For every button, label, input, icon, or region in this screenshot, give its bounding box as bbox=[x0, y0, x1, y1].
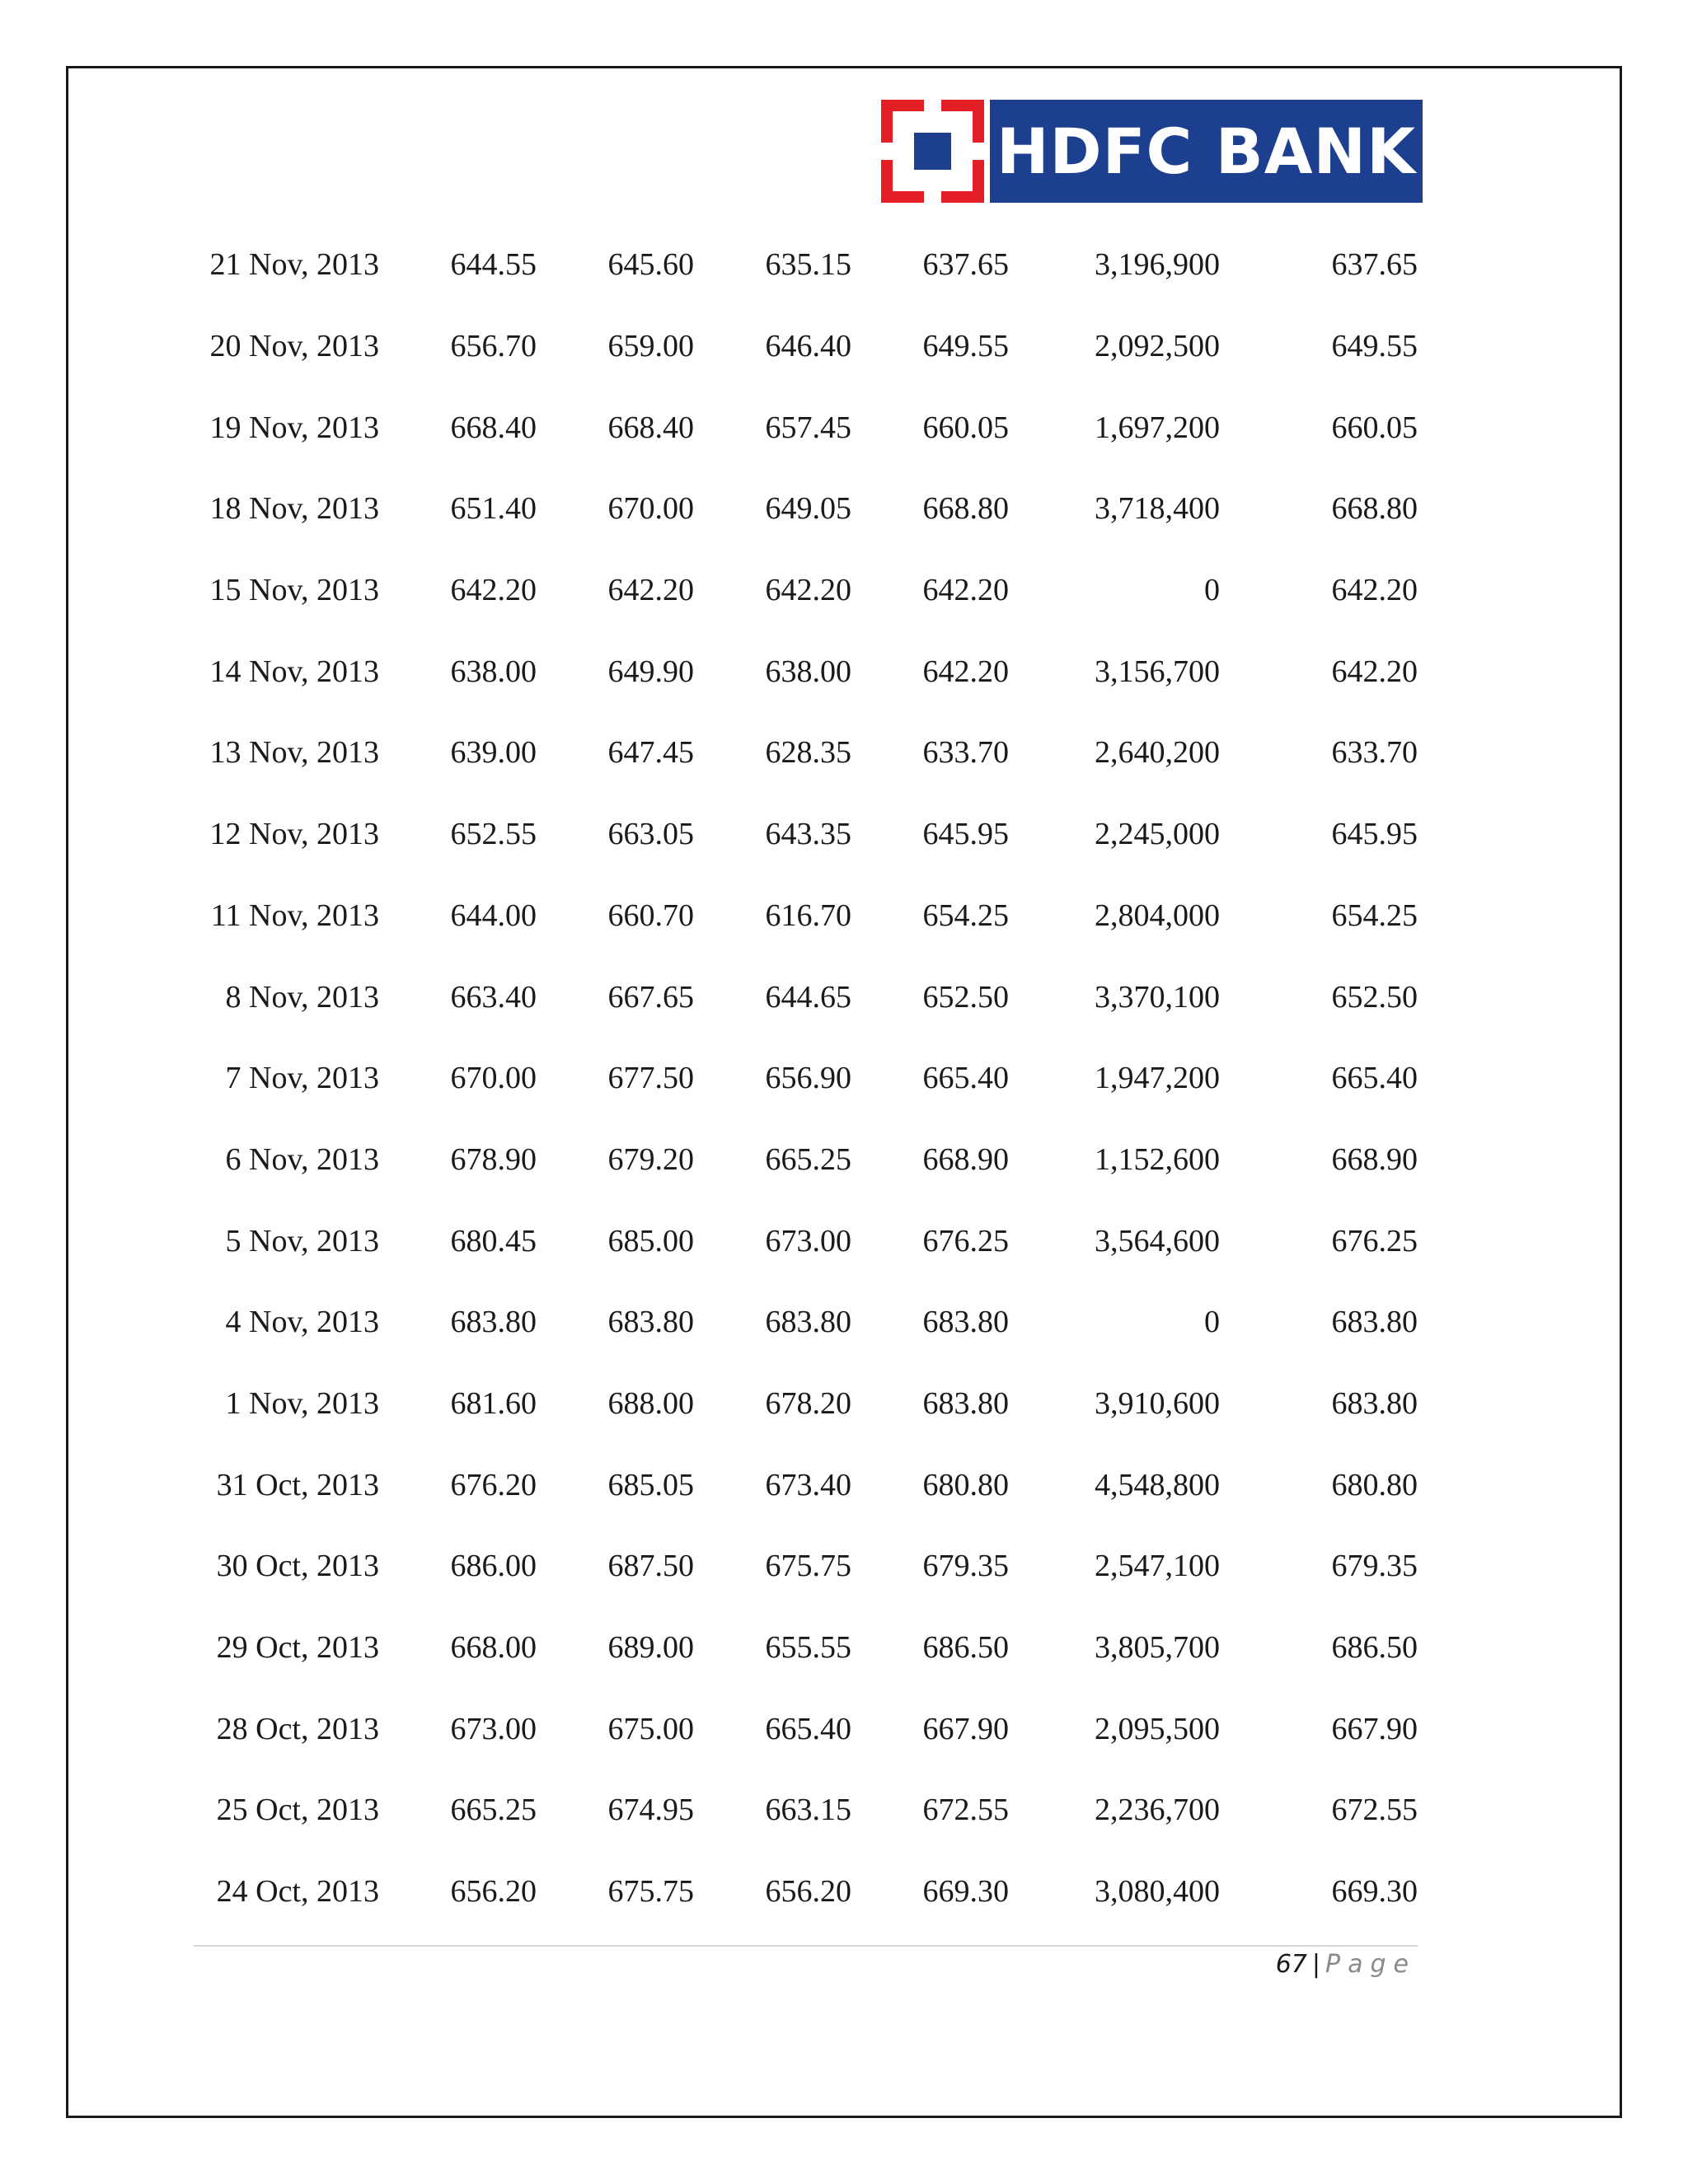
low-cell: 656.90 bbox=[765, 1061, 851, 1096]
volume-cell: 3,564,600 bbox=[1095, 1223, 1220, 1258]
date-cell: 30 Oct, 2013 bbox=[216, 1549, 379, 1584]
date-cell: 29 Oct, 2013 bbox=[216, 1630, 379, 1666]
table-row bbox=[190, 1119, 1418, 1201]
footer-divider bbox=[194, 1945, 1418, 1947]
date-cell: 28 Oct, 2013 bbox=[216, 1711, 379, 1746]
date-cell: 25 Oct, 2013 bbox=[216, 1793, 379, 1828]
volume-cell: 2,095,500 bbox=[1095, 1711, 1220, 1746]
adj-close-cell: 683.80 bbox=[1331, 1305, 1418, 1340]
date-cell: 6 Nov, 2013 bbox=[225, 1141, 379, 1177]
volume-cell: 1,152,600 bbox=[1095, 1141, 1220, 1177]
volume-cell: 2,236,700 bbox=[1095, 1793, 1220, 1828]
table-row bbox=[190, 875, 1418, 957]
high-cell: 685.00 bbox=[607, 1223, 694, 1258]
high-cell: 677.50 bbox=[607, 1061, 694, 1096]
volume-cell: 0 bbox=[1204, 573, 1220, 608]
high-cell: 689.00 bbox=[607, 1630, 694, 1666]
adj-close-cell: 649.55 bbox=[1331, 329, 1418, 364]
table-row bbox=[190, 1200, 1418, 1282]
hdfc-bank-logo bbox=[881, 100, 1423, 203]
open-cell: 670.00 bbox=[450, 1061, 537, 1096]
close-cell: 676.25 bbox=[922, 1223, 1009, 1258]
adj-close-cell: 679.35 bbox=[1331, 1549, 1418, 1584]
table-row bbox=[190, 1607, 1418, 1689]
low-cell: 665.25 bbox=[765, 1141, 851, 1177]
low-cell: 642.20 bbox=[765, 573, 851, 608]
table-row bbox=[190, 712, 1418, 794]
open-cell: 665.25 bbox=[450, 1793, 537, 1828]
adj-close-cell: 660.05 bbox=[1331, 410, 1418, 445]
close-cell: 669.30 bbox=[922, 1874, 1009, 1910]
hdfc-logo-wordmark: HDFC BANK bbox=[990, 100, 1423, 203]
adj-close-cell: 668.80 bbox=[1331, 491, 1418, 527]
close-cell: 665.40 bbox=[922, 1061, 1009, 1096]
low-cell: 675.75 bbox=[765, 1549, 851, 1584]
adj-close-cell: 642.20 bbox=[1331, 573, 1418, 608]
volume-cell: 3,196,900 bbox=[1095, 247, 1220, 283]
low-cell: 655.55 bbox=[765, 1630, 851, 1666]
table-row bbox=[190, 1769, 1418, 1851]
high-cell: 663.05 bbox=[607, 817, 694, 852]
low-cell: 638.00 bbox=[765, 654, 851, 689]
adj-close-cell: 683.80 bbox=[1331, 1385, 1418, 1421]
date-cell: 1 Nov, 2013 bbox=[225, 1385, 379, 1421]
table-row bbox=[190, 1444, 1418, 1526]
adj-close-cell: 633.70 bbox=[1331, 735, 1418, 771]
volume-cell: 3,080,400 bbox=[1095, 1874, 1220, 1910]
close-cell: 680.80 bbox=[922, 1467, 1009, 1502]
high-cell: 645.60 bbox=[607, 247, 694, 283]
low-cell: 665.40 bbox=[765, 1711, 851, 1746]
adj-close-cell: 637.65 bbox=[1331, 247, 1418, 283]
table-row bbox=[190, 1688, 1418, 1769]
adj-close-cell: 642.20 bbox=[1331, 654, 1418, 689]
low-cell: 657.45 bbox=[765, 410, 851, 445]
low-cell: 646.40 bbox=[765, 329, 851, 364]
open-cell: 686.00 bbox=[450, 1549, 537, 1584]
page-label: Page bbox=[1325, 1950, 1416, 1979]
low-cell: 649.05 bbox=[765, 491, 851, 527]
close-cell: 649.55 bbox=[922, 329, 1009, 364]
high-cell: 670.00 bbox=[607, 491, 694, 527]
open-cell: 652.55 bbox=[450, 817, 537, 852]
volume-cell: 2,245,000 bbox=[1095, 817, 1220, 852]
adj-close-cell: 669.30 bbox=[1331, 1874, 1418, 1910]
table-row bbox=[190, 794, 1418, 875]
table-row bbox=[190, 1363, 1418, 1445]
volume-cell: 3,718,400 bbox=[1095, 491, 1220, 527]
volume-cell: 2,640,200 bbox=[1095, 735, 1220, 771]
stock-price-table bbox=[190, 224, 1418, 1932]
adj-close-cell: 668.90 bbox=[1331, 1141, 1418, 1177]
open-cell: 668.40 bbox=[450, 410, 537, 445]
open-cell: 676.20 bbox=[450, 1467, 537, 1502]
date-cell: 8 Nov, 2013 bbox=[225, 979, 379, 1015]
table-row bbox=[190, 468, 1418, 550]
open-cell: 683.80 bbox=[450, 1305, 537, 1340]
page-number: 67 bbox=[1275, 1950, 1307, 1979]
high-cell: 675.75 bbox=[607, 1874, 694, 1910]
date-cell: 21 Nov, 2013 bbox=[209, 247, 379, 283]
low-cell: 678.20 bbox=[765, 1385, 851, 1421]
volume-cell: 2,547,100 bbox=[1095, 1549, 1220, 1584]
high-cell: 667.65 bbox=[607, 979, 694, 1015]
date-cell: 31 Oct, 2013 bbox=[216, 1467, 379, 1502]
volume-cell: 2,804,000 bbox=[1095, 898, 1220, 933]
high-cell: 683.80 bbox=[607, 1305, 694, 1340]
table-row bbox=[190, 1282, 1418, 1363]
low-cell: 628.35 bbox=[765, 735, 851, 771]
open-cell: 663.40 bbox=[450, 979, 537, 1015]
table-row bbox=[190, 306, 1418, 387]
close-cell: 668.90 bbox=[922, 1141, 1009, 1177]
high-cell: 642.20 bbox=[607, 573, 694, 608]
close-cell: 633.70 bbox=[922, 735, 1009, 771]
high-cell: 659.00 bbox=[607, 329, 694, 364]
footer-separator: | bbox=[1311, 1950, 1321, 1979]
high-cell: 679.20 bbox=[607, 1141, 694, 1177]
open-cell: 651.40 bbox=[450, 491, 537, 527]
open-cell: 638.00 bbox=[450, 654, 537, 689]
open-cell: 644.00 bbox=[450, 898, 537, 933]
high-cell: 647.45 bbox=[607, 735, 694, 771]
adj-close-cell: 652.50 bbox=[1331, 979, 1418, 1015]
adj-close-cell: 672.55 bbox=[1331, 1793, 1418, 1828]
volume-cell: 1,697,200 bbox=[1095, 410, 1220, 445]
volume-cell: 3,156,700 bbox=[1095, 654, 1220, 689]
volume-cell: 3,370,100 bbox=[1095, 979, 1220, 1015]
low-cell: 673.40 bbox=[765, 1467, 851, 1502]
low-cell: 635.15 bbox=[765, 247, 851, 283]
high-cell: 687.50 bbox=[607, 1549, 694, 1584]
date-cell: 12 Nov, 2013 bbox=[209, 817, 379, 852]
table-row bbox=[190, 224, 1418, 306]
close-cell: 637.65 bbox=[922, 247, 1009, 283]
open-cell: 668.00 bbox=[450, 1630, 537, 1666]
open-cell: 673.00 bbox=[450, 1711, 537, 1746]
low-cell: 673.00 bbox=[765, 1223, 851, 1258]
date-cell: 4 Nov, 2013 bbox=[225, 1305, 379, 1340]
open-cell: 678.90 bbox=[450, 1141, 537, 1177]
date-cell: 7 Nov, 2013 bbox=[225, 1061, 379, 1096]
volume-cell: 3,910,600 bbox=[1095, 1385, 1220, 1421]
low-cell: 663.15 bbox=[765, 1793, 851, 1828]
high-cell: 649.90 bbox=[607, 654, 694, 689]
adj-close-cell: 665.40 bbox=[1331, 1061, 1418, 1096]
table-row bbox=[190, 956, 1418, 1038]
low-cell: 683.80 bbox=[765, 1305, 851, 1340]
volume-cell: 0 bbox=[1204, 1305, 1220, 1340]
volume-cell: 4,548,800 bbox=[1095, 1467, 1220, 1502]
date-cell: 20 Nov, 2013 bbox=[209, 329, 379, 364]
date-cell: 24 Oct, 2013 bbox=[216, 1874, 379, 1910]
table-row bbox=[190, 1851, 1418, 1933]
close-cell: 683.80 bbox=[922, 1305, 1009, 1340]
volume-cell: 3,805,700 bbox=[1095, 1630, 1220, 1666]
table-row bbox=[190, 1526, 1418, 1607]
close-cell: 679.35 bbox=[922, 1549, 1009, 1584]
open-cell: 642.20 bbox=[450, 573, 537, 608]
volume-cell: 1,947,200 bbox=[1095, 1061, 1220, 1096]
close-cell: 645.95 bbox=[922, 817, 1009, 852]
close-cell: 660.05 bbox=[922, 410, 1009, 445]
adj-close-cell: 686.50 bbox=[1331, 1630, 1418, 1666]
low-cell: 643.35 bbox=[765, 817, 851, 852]
close-cell: 672.55 bbox=[922, 1793, 1009, 1828]
adj-close-cell: 654.25 bbox=[1331, 898, 1418, 933]
high-cell: 660.70 bbox=[607, 898, 694, 933]
table-row bbox=[190, 1038, 1418, 1119]
date-cell: 13 Nov, 2013 bbox=[209, 735, 379, 771]
adj-close-cell: 667.90 bbox=[1331, 1711, 1418, 1746]
low-cell: 656.20 bbox=[765, 1874, 851, 1910]
open-cell: 644.55 bbox=[450, 247, 537, 283]
close-cell: 654.25 bbox=[922, 898, 1009, 933]
high-cell: 674.95 bbox=[607, 1793, 694, 1828]
open-cell: 680.45 bbox=[450, 1223, 537, 1258]
table-row bbox=[190, 550, 1418, 631]
date-cell: 18 Nov, 2013 bbox=[209, 491, 379, 527]
date-cell: 5 Nov, 2013 bbox=[225, 1223, 379, 1258]
low-cell: 644.65 bbox=[765, 979, 851, 1015]
date-cell: 11 Nov, 2013 bbox=[210, 898, 379, 933]
date-cell: 14 Nov, 2013 bbox=[209, 654, 379, 689]
open-cell: 681.60 bbox=[450, 1385, 537, 1421]
table-row bbox=[190, 387, 1418, 468]
close-cell: 686.50 bbox=[922, 1630, 1009, 1666]
high-cell: 685.05 bbox=[607, 1467, 694, 1502]
close-cell: 667.90 bbox=[922, 1711, 1009, 1746]
close-cell: 668.80 bbox=[922, 491, 1009, 527]
high-cell: 668.40 bbox=[607, 410, 694, 445]
open-cell: 639.00 bbox=[450, 735, 537, 771]
open-cell: 656.20 bbox=[450, 1874, 537, 1910]
close-cell: 652.50 bbox=[922, 979, 1009, 1015]
adj-close-cell: 680.80 bbox=[1331, 1467, 1418, 1502]
high-cell: 688.00 bbox=[607, 1385, 694, 1421]
hdfc-logo-mark-icon bbox=[881, 100, 984, 203]
page-footer bbox=[1276, 1950, 1416, 1979]
adj-close-cell: 645.95 bbox=[1331, 817, 1418, 852]
low-cell: 616.70 bbox=[765, 898, 851, 933]
open-cell: 656.70 bbox=[450, 329, 537, 364]
stock-price-table-body bbox=[190, 224, 1418, 1932]
close-cell: 642.20 bbox=[922, 573, 1009, 608]
date-cell: 15 Nov, 2013 bbox=[209, 573, 379, 608]
close-cell: 683.80 bbox=[922, 1385, 1009, 1421]
table-row bbox=[190, 630, 1418, 712]
volume-cell: 2,092,500 bbox=[1095, 329, 1220, 364]
close-cell: 642.20 bbox=[922, 654, 1009, 689]
adj-close-cell: 676.25 bbox=[1331, 1223, 1418, 1258]
high-cell: 675.00 bbox=[607, 1711, 694, 1746]
date-cell: 19 Nov, 2013 bbox=[209, 410, 379, 445]
